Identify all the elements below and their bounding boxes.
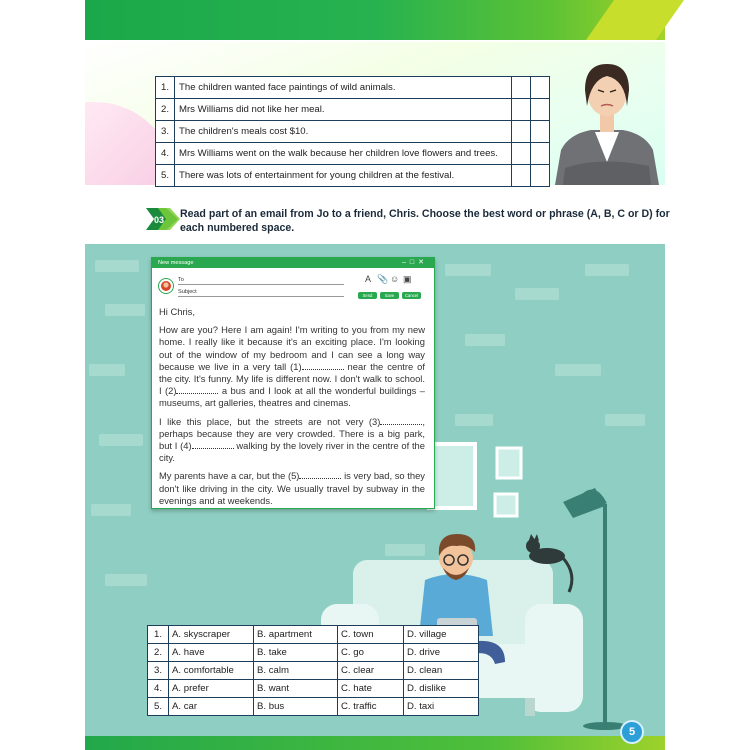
statement-text: There was lots of entertainment for young children at the festival. xyxy=(175,165,512,187)
send-button[interactable]: Send xyxy=(358,292,377,299)
table-row: 4. A. prefer B. want C. hate D. dislike xyxy=(148,680,479,698)
option-a[interactable]: A. car xyxy=(169,698,254,716)
save-button[interactable]: Save xyxy=(380,292,399,299)
email-paragraph-3: My parents have a car, but the (5) is very bad, so they don't like driving in the city. We usually travel by subway in the evenings and at weekends. xyxy=(159,470,425,506)
table-row xyxy=(156,143,550,165)
option-b[interactable]: B. take xyxy=(254,644,338,662)
subject-label: Subject xyxy=(178,289,197,295)
exercise-instruction: Read part of an email from Jo to a friend, Chris. Choose the best word or phrase (A, B, C or D) for each numbered space. xyxy=(180,208,670,234)
blank-3[interactable] xyxy=(380,416,422,425)
statement-text: The children wanted face paintings of wild animals. xyxy=(175,77,512,99)
answer-box[interactable] xyxy=(531,77,550,99)
cancel-button[interactable]: Cancel xyxy=(402,292,421,299)
option-b[interactable]: B. bus xyxy=(254,698,338,716)
window-controls xyxy=(402,258,428,268)
close-icon[interactable]: ✕ xyxy=(418,259,428,266)
email-body xyxy=(159,306,425,513)
bottom-banner xyxy=(85,736,665,750)
minimize-icon[interactable]: – xyxy=(401,259,410,266)
answer-box[interactable] xyxy=(512,99,531,121)
option-c[interactable]: C. go xyxy=(338,644,404,662)
answer-box[interactable] xyxy=(531,99,550,121)
emoji-icon[interactable]: ☺ xyxy=(390,274,400,284)
to-field[interactable] xyxy=(178,276,344,285)
attach-icon[interactable]: 📎 xyxy=(377,274,389,284)
table-row xyxy=(156,165,550,187)
blank-4[interactable] xyxy=(192,440,234,449)
blank-5[interactable] xyxy=(299,470,341,479)
option-a[interactable]: A. comfortable xyxy=(169,662,254,680)
answer-box[interactable] xyxy=(531,165,550,187)
email-window-title: New message xyxy=(158,260,194,266)
exercise-number: 03 xyxy=(154,215,165,225)
option-d[interactable]: D. taxi xyxy=(404,698,479,716)
to-label: To xyxy=(178,277,184,283)
table-row xyxy=(156,77,550,99)
option-b[interactable]: B. apartment xyxy=(254,626,338,644)
blank-1[interactable] xyxy=(302,361,344,370)
statement-text: Mrs Williams did not like her meal. xyxy=(175,99,512,121)
option-c[interactable]: C. clear xyxy=(338,662,404,680)
image-icon[interactable]: ▣ xyxy=(403,274,412,284)
table-row: 1. A. skyscraper B. apartment C. town D. village xyxy=(148,626,479,644)
row-number: 5. xyxy=(156,165,175,187)
top-banner xyxy=(0,0,750,42)
statement-text: The children's meals cost $10. xyxy=(175,121,512,143)
page-number: 5 xyxy=(620,720,644,744)
woman-illustration xyxy=(551,50,663,185)
row-number: 1. xyxy=(156,77,175,99)
answer-box[interactable] xyxy=(512,121,531,143)
answer-box[interactable] xyxy=(512,143,531,165)
option-c[interactable]: C. hate xyxy=(338,680,404,698)
option-d[interactable]: D. village xyxy=(404,626,479,644)
subject-field[interactable] xyxy=(178,288,344,297)
email-greeting: Hi Chris, xyxy=(159,306,195,317)
answer-box[interactable] xyxy=(512,77,531,99)
option-a[interactable]: A. have xyxy=(169,644,254,662)
avatar xyxy=(158,278,174,294)
email-title-bar xyxy=(152,258,434,268)
table-row xyxy=(156,121,550,143)
option-d[interactable]: D. clean xyxy=(404,662,479,680)
statement-text: Mrs Williams went on the walk because her children love flowers and trees. xyxy=(175,143,512,165)
email-window xyxy=(151,257,435,509)
answer-box[interactable] xyxy=(512,165,531,187)
option-d[interactable]: D. drive xyxy=(404,644,479,662)
row-number: 4. xyxy=(156,143,175,165)
row-number: 2. xyxy=(156,99,175,121)
table-row: 3. A. comfortable B. calm C. clear D. clean xyxy=(148,662,479,680)
answer-box[interactable] xyxy=(531,121,550,143)
answer-box[interactable] xyxy=(531,143,550,165)
true-false-table xyxy=(155,76,550,187)
answer-options-table xyxy=(147,625,479,716)
row-number: 3. xyxy=(156,121,175,143)
email-paragraph-1: How are you? Here I am again! I'm writing to you from my new home. I really like it because it's an exciting place. I'm looking out of the window of my bedroom and I can see a long way because we live in a very tall (1) near the centre of the city. It's funny. My life is different now. I don't walk to school. I (2) a bus and I look at all the wonderful buildings – museums, art galleries, theatres and cinemas. xyxy=(159,324,425,409)
option-a[interactable]: A. prefer xyxy=(169,680,254,698)
option-a[interactable]: A. skyscraper xyxy=(169,626,254,644)
table-row xyxy=(156,99,550,121)
maximize-icon[interactable]: □ xyxy=(409,259,419,266)
blank-2[interactable] xyxy=(176,385,218,394)
table-row: 5. A. car B. bus C. traffic D. taxi xyxy=(148,698,479,716)
option-b[interactable]: B. want xyxy=(254,680,338,698)
email-paragraph-2: I like this place, but the streets are not very (3) , perhaps because they are very crowded. There is a big park, but I (4) walking by the lovely river in the centre of the city. xyxy=(159,415,425,464)
font-icon[interactable]: A xyxy=(365,274,372,284)
table-row: 2. A. have B. take C. go D. drive xyxy=(148,644,479,662)
option-c[interactable]: C. traffic xyxy=(338,698,404,716)
option-b[interactable]: B. calm xyxy=(254,662,338,680)
option-d[interactable]: D. dislike xyxy=(404,680,479,698)
option-c[interactable]: C. town xyxy=(338,626,404,644)
exercise-badge-arrow xyxy=(144,204,182,234)
